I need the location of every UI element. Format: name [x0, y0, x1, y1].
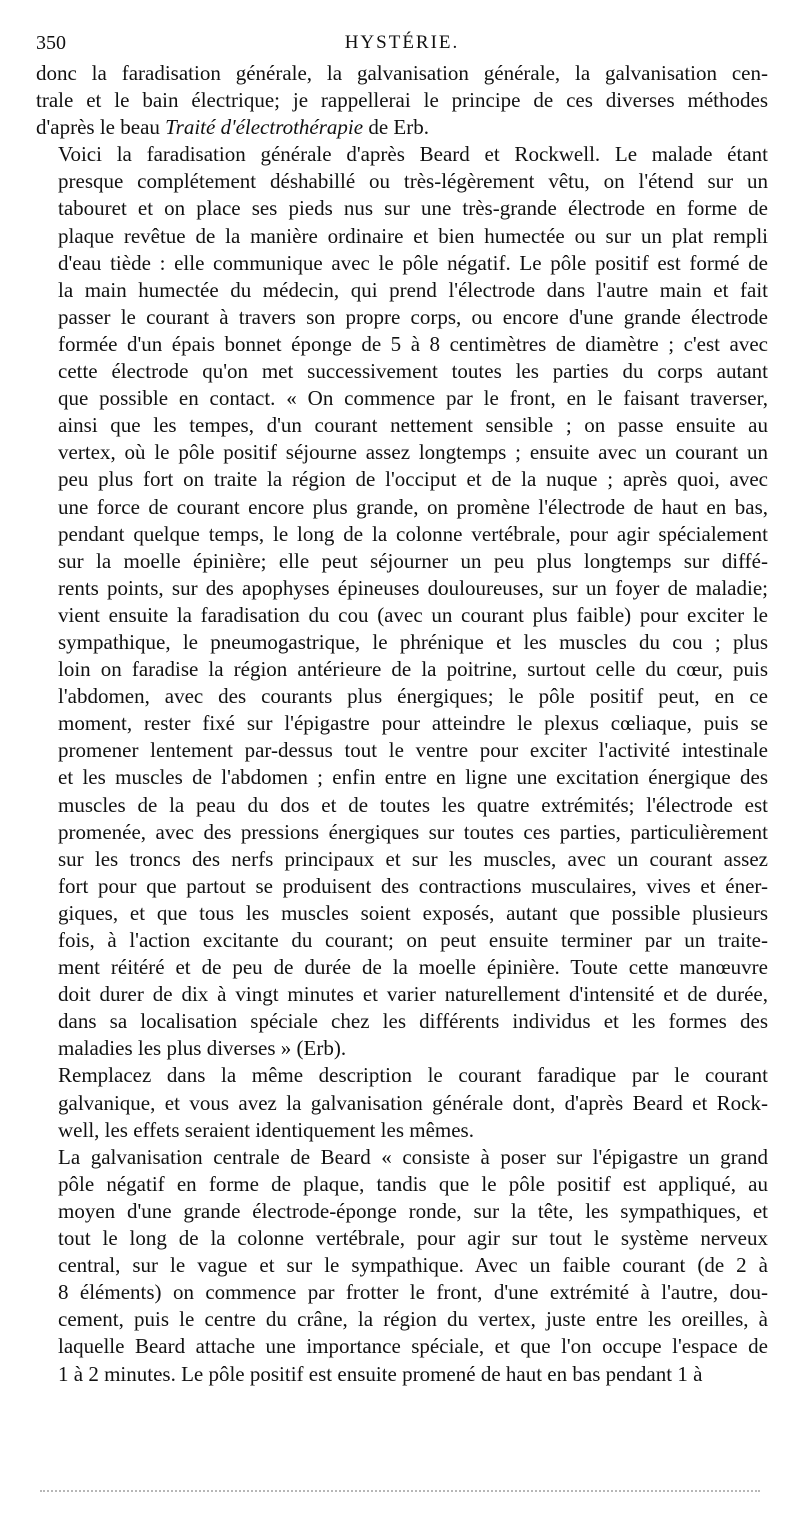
- text-line: sur la moelle épinière; elle peut séjourner un peu plus longtemps sur diffé-: [58, 548, 768, 573]
- text-line: cette électrode qu'on met successivement toutes les parties du corps autant: [58, 359, 768, 384]
- text-line: promenée, avec des pressions énergiques sur toutes ces parties, particulièrement: [58, 819, 768, 844]
- text-segment: d'après le beau: [36, 115, 166, 140]
- book-page: [36, 26, 768, 1388]
- text-line: passer le courant à travers son propre corps, ou encore d'une grande électrode: [58, 304, 768, 329]
- text-line: fort pour que partout se produisent des contractions musculaires, vives et éner-: [58, 873, 768, 898]
- text-line: peu plus fort on traite la région de l'occiput et de la nuque ; après quoi, avec: [58, 467, 768, 492]
- body-text: [36, 60, 768, 1388]
- paragraph: [36, 1062, 768, 1143]
- text-line: moment, rester fixé sur l'épigastre pour atteindre le plexus cœliaque, puis se: [58, 711, 768, 736]
- text-line: sympathique, le pneumogastrique, le phrénique et les muscles du cou ; plus: [58, 629, 768, 654]
- text-line: d'eau tiède : elle communique avec le pôle négatif. Le pôle positif est formé de: [58, 250, 768, 275]
- text-line: moyen d'une grande électrode-éponge ronde, sur la tête, les sympathiques, et: [58, 1198, 768, 1223]
- text-line: plaque revêtue de la manière ordinaire et bien humectée ou sur un plat rempli: [58, 223, 768, 248]
- page-number: 350: [36, 32, 66, 54]
- text-line: ainsi que les tempes, d'un courant nettement sensible ; on passe ensuite au: [58, 413, 768, 438]
- text-line: laquelle Beard attache une importance spéciale, et que l'on occupe l'espace de: [58, 1334, 768, 1359]
- text-line: dans sa localisation spéciale chez les différents individus et les formes des: [58, 1009, 768, 1034]
- text-line: galvanique, et vous avez la galvanisation générale dont, d'après Beard et Rock-: [58, 1090, 768, 1115]
- text-line: central, sur le vague et sur le sympathique. Avec un faible courant (de 2 à: [58, 1253, 768, 1278]
- text-line: doit durer de dix à vingt minutes et varier naturellement d'intensité et de durée,: [58, 982, 768, 1007]
- text-line: et les muscles de l'abdomen ; enfin entre en ligne une excitation énergique des: [58, 765, 768, 790]
- text-line: l'abdomen, avec des courants plus énergiques; le pôle positif peut, en ce: [58, 684, 768, 709]
- text-line: rents points, sur des apophyses épineuses douloureuses, sur un foyer de maladie;: [58, 575, 768, 600]
- running-title: HYSTÉRIE.: [344, 32, 460, 53]
- text-line: 8 éléments) on commence par frotter le front, d'une extrémité à l'autre, dou-: [58, 1280, 768, 1305]
- text-line: donc la faradisation générale, la galvanisation générale, la galvanisation cen-: [36, 61, 768, 85]
- text-line: trale et le bain électrique; je rappellerai le principe de ces diverses méthodes: [36, 88, 768, 113]
- text-line: ment réitéré et de peu de durée de la moelle épinière. Toute cette manœuvre: [58, 955, 768, 980]
- text-line: vertex, où le pôle positif séjourne assez longtemps ; ensuite avec un courant un: [58, 440, 768, 465]
- text-line: fois, à l'action excitante du courant; on peut ensuite terminer par un traite-: [58, 928, 768, 952]
- page-bottom-artifact: [40, 1490, 760, 1498]
- text-line: pendant quelque temps, le long de la colonne vertébrale, pour agir spécialement: [58, 521, 768, 546]
- text-line: sur les troncs des nerfs principaux et sur les muscles, avec un courant assez: [58, 846, 768, 871]
- text-line: loin on faradise la région antérieure de la poitrine, surtout celle du cœur, puis: [58, 657, 768, 682]
- running-head: [36, 26, 768, 60]
- text-segment: de Erb.: [363, 115, 429, 140]
- paragraph: [36, 60, 768, 141]
- text-line: Voici la faradisation générale d'après Beard et Rockwell. Le malade étant: [58, 142, 768, 167]
- text-line: Remplacez dans la même description le courant faradique par le courant: [58, 1063, 768, 1088]
- text-line: vient ensuite la faradisation du cou (avec un courant plus faible) pour exciter le: [58, 602, 768, 627]
- text-line: formée d'un épais bonnet éponge de 5 à 8 centimètres de diamètre ; c'est avec: [58, 331, 768, 356]
- text-line: tabouret et on place ses pieds nus sur une très-grande électrode en forme de: [58, 196, 768, 221]
- text-line: une force de courant encore plus grande, on promène l'électrode de haut en bas,: [58, 494, 768, 519]
- text-line: pôle négatif en forme de plaque, tandis que le pôle positif est appliqué, au: [58, 1171, 768, 1196]
- text-line: la main humectée du médecin, qui prend l'électrode dans l'autre main et fait: [58, 277, 768, 302]
- text-line: 1 à 2 minutes. Le pôle positif est ensuite promené de haut en bas pendant 1 à: [58, 1361, 703, 1386]
- text-line: La galvanisation centrale de Beard « consiste à poser sur l'épigastre un grand: [58, 1144, 768, 1169]
- text-line: presque complétement déshabillé ou très-légèrement vêtu, on l'étend sur un: [58, 169, 768, 194]
- text-line: muscles de la peau du dos et de toutes les quatre extrémités; l'électrode est: [58, 792, 768, 817]
- text-line: cement, puis le centre du crâne, la région du vertex, juste entre les oreilles, à: [58, 1307, 768, 1332]
- text-line: maladies les plus diverses » (Erb).: [58, 1036, 347, 1061]
- text-line: giques, et que tous les muscles soient exposés, autant que possible plusieurs: [58, 900, 768, 925]
- book-title-italic: Traité d'électrothérapie: [165, 115, 364, 140]
- paragraph: [36, 141, 768, 1062]
- paragraph: [36, 1144, 768, 1388]
- text-line: promener lentement par-dessus tout le ventre pour exciter l'activité intestinale: [58, 738, 768, 763]
- text-line: tout le long de la colonne vertébrale, pour agir sur tout le système nerveux: [58, 1226, 768, 1251]
- text-line: [36, 114, 768, 141]
- text-line: well, les effets seraient identiquement les mêmes.: [58, 1117, 474, 1142]
- text-line: que possible en contact. « On commence par le front, en le faisant traverser,: [58, 386, 768, 411]
